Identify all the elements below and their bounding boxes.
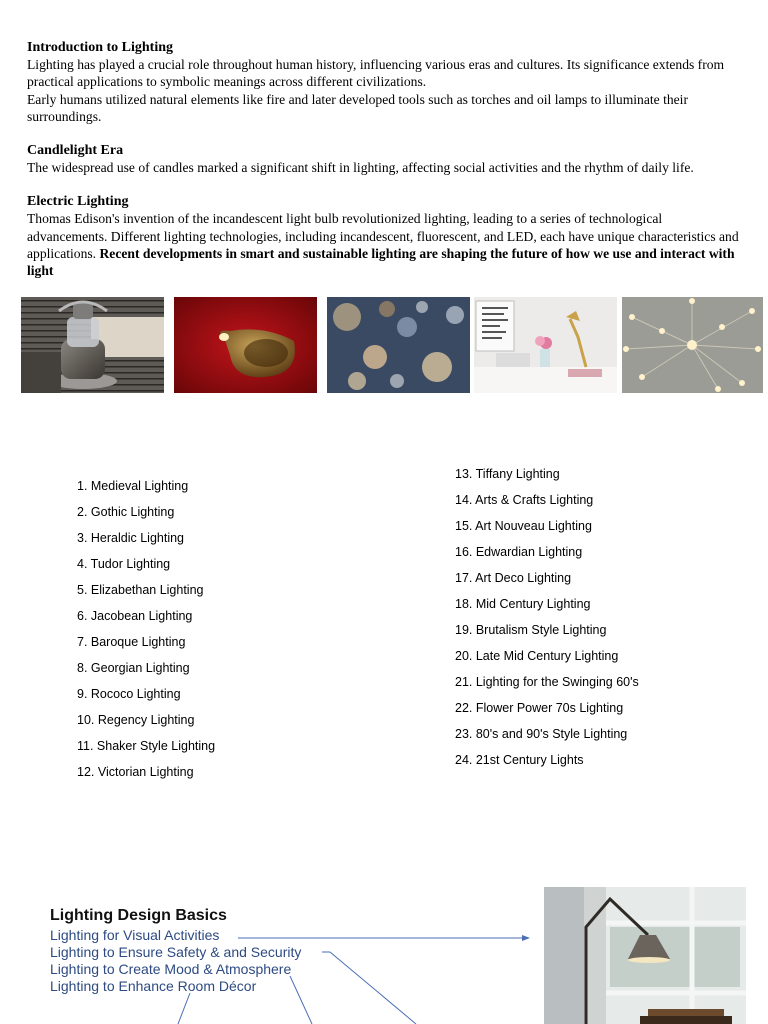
basics-item-visual: Lighting for Visual Activities [50, 927, 220, 943]
list-item: 11. Shaker Style Lighting [77, 739, 216, 753]
design-basics-heading: Lighting Design Basics [50, 907, 227, 924]
list-item: 16. Edwardian Lighting [455, 545, 583, 559]
list-item: 5. Elizabethan Lighting [77, 583, 204, 597]
candlelight-heading: Candlelight Era [27, 143, 124, 159]
list-item: 12. Victorian Lighting [77, 765, 194, 779]
photo-desk-lamp [474, 297, 617, 393]
list-item: 4. Tudor Lighting [77, 557, 171, 571]
list-item: 3. Heraldic Lighting [77, 531, 185, 545]
basics-item-mood: Lighting to Create Mood & Atmosphere [50, 961, 292, 977]
intro-text-block [27, 39, 739, 280]
list-item: 24. 21st Century Lights [455, 753, 584, 767]
arrow-line-decor [178, 993, 190, 1024]
list-item: 14. Arts & Crafts Lighting [455, 493, 594, 507]
list-item: 20. Late Mid Century Lighting [455, 649, 619, 663]
basics-item-decor: Lighting to Enhance Room Décor [50, 978, 257, 994]
list-item: 2. Gothic Lighting [77, 505, 175, 519]
list-item: 13. Tiffany Lighting [455, 467, 560, 481]
eras-list-right [455, 461, 639, 773]
intro-paragraph-1: Lighting has played a crucial role throughout human history, influencing various eras and cultures. Its significance extends from practical applications to symbolic meanings across different civilizations. [27, 57, 725, 90]
photo-strip [21, 297, 763, 393]
arrowhead-icon [522, 935, 530, 941]
electric-paragraph-bold: Recent developments in smart and sustainable lighting are shaping the future of how we use and interact with light [27, 246, 735, 279]
electric-paragraph-text: Thomas Edison's invention of the incandescent light bulb revolutionized lighting, leading to a series of technological advancements. Different lighting technologies, including incandescent, fluorescent, and LED, each have unique characteristics and applications. [27, 211, 739, 262]
photo-clay-oil-lamp [174, 297, 317, 393]
list-item: 18. Mid Century Lighting [455, 597, 591, 611]
list-item: 17. Art Deco Lighting [455, 571, 572, 585]
basics-item-safety: Lighting to Ensure Safety & and Security [50, 944, 302, 960]
electric-paragraph [27, 210, 739, 279]
list-item: 8. Georgian Lighting [77, 661, 190, 675]
intro-heading: Introduction to Lighting [27, 40, 173, 55]
intro-paragraph-2: Early humans utilized natural elements like fire and later developed tools such as torches and oil lamps to illuminate their surroundings. [27, 91, 688, 124]
candlelight-paragraph: The widespread use of candles marked a significant shift in lighting, affecting social activities and the rhythm of daily life. [27, 160, 694, 176]
list-item: 10. Regency Lighting [77, 713, 195, 727]
list-item: 9. Rococo Lighting [77, 687, 181, 701]
photo-bokeh-lights [327, 297, 470, 393]
list-item: 7. Baroque Lighting [77, 635, 186, 649]
eras-list-left [77, 473, 215, 785]
photo-floor-lamp-window [544, 887, 746, 1024]
design-basics-block [50, 905, 301, 995]
list-item: 6. Jacobean Lighting [77, 609, 193, 623]
electric-heading: Electric Lighting [27, 194, 129, 210]
list-item: 1. Medieval Lighting [77, 479, 189, 493]
list-item: 22. Flower Power 70s Lighting [455, 701, 624, 715]
photo-sputnik-chandelier [622, 297, 763, 393]
list-item: 15. Art Nouveau Lighting [455, 519, 592, 533]
list-item: 23. 80's and 90's Style Lighting [455, 727, 628, 741]
arrow-line-safety [330, 952, 416, 1024]
photo-oil-lantern [21, 297, 164, 393]
list-item: 19. Brutalism Style Lighting [455, 623, 607, 637]
list-item: 21. Lighting for the Swinging 60's [455, 675, 639, 689]
